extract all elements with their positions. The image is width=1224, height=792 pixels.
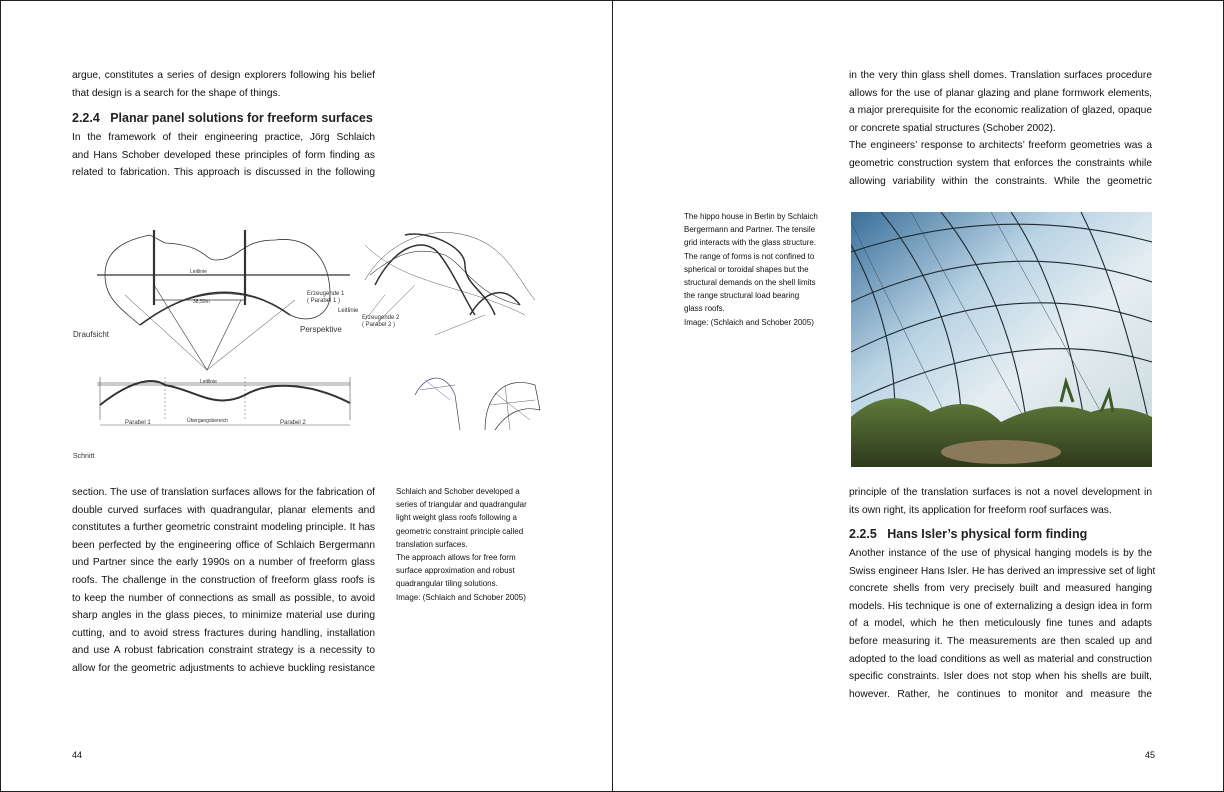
text-line: In the framework of their engineering practice, Jörg Schlaich — [72, 132, 375, 143]
caption-line: Schlaich and Schober developed a — [396, 487, 520, 496]
caption-line: translation surfaces. — [396, 539, 468, 549]
left-paragraph-1 — [72, 129, 375, 182]
left-paragraph-2 — [72, 484, 375, 678]
label-parabel-1: Parabel 1 — [125, 420, 151, 426]
caption-line: The range of forms is not confined to — [684, 251, 815, 261]
label-schnitt: Schnitt — [73, 453, 95, 460]
text-line: double curved surfaces with quadrangular, planar elements and — [72, 504, 375, 516]
page-number-right: 45 — [1145, 750, 1156, 760]
text-line: geometric construction system that enforces the constraints while — [849, 157, 1152, 169]
text-line: however. Rather, he continues to monitor and measure the — [849, 688, 1152, 700]
plan-outline — [105, 235, 330, 325]
section-heading-2-2-4: 2.2.4 Planar panel solutions for freeform surfaces — [72, 111, 373, 125]
text-line: roofs. The challenge in the construction of freeform glass roofs is — [72, 574, 375, 586]
caption-line: The hippo house in Berlin by Schlaich — [684, 212, 818, 221]
label-parabel-2: Parabel 2 — [280, 420, 306, 426]
label-leitlinie-plan: Leitlinie — [190, 269, 207, 275]
text-line: and use A robust fabrication constraint strategy is a necessity to — [72, 645, 375, 657]
text-line: Swiss engineer Hans Isler. He has derived an impressive set of light — [849, 565, 1156, 577]
text-line: allowing variability within the constraints. While the geometric — [849, 175, 1152, 187]
text-line: adopted to the load conditions as well as material and construction — [849, 653, 1152, 665]
text-line: of a model, which he then meticulously fine tunes and adapts — [849, 618, 1152, 630]
text-line: concrete shells from very precisely built and measured hanging — [849, 583, 1152, 595]
caption-line: spherical or toroidal shapes but the — [684, 264, 809, 274]
caption-line: glass roofs. — [684, 304, 725, 314]
text-line: The engineers’ response to architects’ freeform geometries was a — [849, 140, 1152, 152]
page-number-left: 44 — [72, 750, 83, 760]
text-line: and Hans Schober developed these principles of form finding as — [72, 149, 375, 161]
translation-surface-drawings — [65, 205, 550, 460]
caption-line: series of triangular and quadrangular — [396, 500, 527, 510]
text-line: specific constraints. Isler does not stop when his shells are built, — [849, 671, 1152, 683]
text-line: its own right, its application for freeform roof surfaces was. — [849, 504, 1112, 516]
text-line: allow for the geometric adjustments to achieve buckling resistance — [72, 662, 375, 674]
right-paragraph-1 — [849, 67, 1152, 190]
caption-line: geometric constraint principle called — [396, 526, 524, 536]
text-line: in the very thin glass shell domes. Translation surfaces procedure — [849, 70, 1152, 81]
label-erzeugende-1b: ( Parabel 1 ) — [307, 298, 341, 304]
label-leitlinie-schnitt: Leitlinie — [200, 379, 217, 385]
label-erzeugende-2: Erzeugende 2 — [362, 315, 400, 321]
left-intro-paragraph — [72, 67, 375, 102]
left-figure-caption — [396, 485, 527, 604]
caption-line: Image: (Schlaich and Schober 2005) — [396, 592, 526, 602]
label-perspektive: Perspektive — [300, 325, 342, 334]
label-leitlinie-persp: Leitlinie — [338, 308, 359, 314]
caption-line: grid interacts with the glass structure. — [684, 238, 817, 248]
text-line: a major prerequisite for the economic realization of glazed, opaque — [849, 105, 1152, 117]
text-line: or concrete spatial structures (Schober 2002). — [849, 122, 1056, 134]
caption-line: the range structural load bearing — [684, 291, 800, 301]
label-draufsicht: Draufsicht — [73, 330, 110, 339]
caption-line: light weight glass roofs following a — [396, 513, 517, 523]
text-line: constitutes a further geometric constraint modeling principle. It has — [72, 522, 375, 534]
right-paragraph-2 — [849, 484, 1152, 519]
section-heading-2-2-5: 2.2.5 Hans Isler’s physical form finding — [849, 527, 1088, 541]
caption-line: The approach allows for free form — [396, 552, 516, 562]
text-line: allows for the use of planar glazing and plane formwork elements, — [849, 87, 1152, 99]
text-line: related to fabrication. This approach is discussed in the following — [72, 167, 375, 179]
caption-line: structural demands on the shell limits — [684, 277, 816, 287]
caption-line: Bergermann and Partner. The tensile — [684, 225, 816, 235]
text-line: to keep the number of connections as small as possible, to avoid — [72, 592, 375, 604]
text-line: cutting, and to avoid stress fractures during handling, installation — [72, 627, 375, 639]
right-paragraph-3 — [849, 545, 1156, 703]
caption-line: quadrangular tiling solutions. — [396, 579, 498, 589]
right-figure-caption — [684, 210, 818, 329]
text-line: before measuring it. The measurements are then scaled up and — [849, 635, 1152, 647]
text-line: been perfected by the engineering office of Schlaich Bergermann — [72, 539, 375, 551]
caption-line: Image: (Schlaich and Schober 2005) — [684, 317, 814, 327]
text-line: und Partner since the early 1990s on a number of freeform glass — [72, 557, 375, 569]
text-line: models. His technique is one of externalizing a design idea in form — [849, 600, 1152, 612]
caption-line: surface approximation and robust — [396, 566, 515, 576]
text-line: argue, constitutes a series of design explorers following his belief — [72, 70, 375, 81]
text-line: that design is a search for the shape of things. — [72, 87, 281, 99]
hippo-house-photo — [851, 212, 1152, 467]
text-line: section. The use of translation surfaces allows for the fabrication of — [72, 487, 375, 498]
label-erzeugende-2b: ( Parabel 2 ) — [362, 322, 396, 328]
label-erzeugende-1: Erzeugende 1 — [307, 291, 345, 297]
label-dimension: 38,50m — [193, 299, 210, 305]
label-uebergang: Übergangsbereich — [187, 418, 228, 424]
text-line: sharp angles in the glass pieces, to minimize material use during — [72, 610, 375, 622]
text-line: Another instance of the use of physical hanging models is by the — [849, 548, 1152, 559]
spine-divider — [612, 0, 613, 792]
text-line: principle of the translation surfaces is not a novel development in — [849, 487, 1152, 498]
